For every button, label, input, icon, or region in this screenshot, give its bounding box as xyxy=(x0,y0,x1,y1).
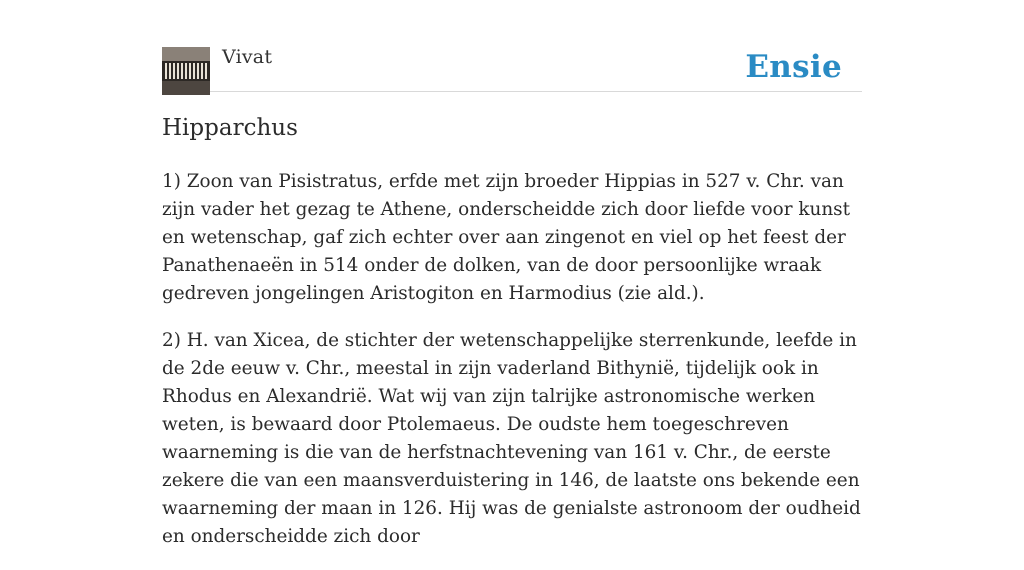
author-name[interactable]: Vivat xyxy=(222,46,273,68)
page-container xyxy=(162,0,862,547)
paragraph-1: 1) Zoon van Pisistratus, erfde met zijn broeder Hippias in 527 v. Chr. van zijn vader het gezag te Athene, onderscheidde zich door liefde voor kunst en wetenschap, gaf zich echter over aan zingenot en viel op het feest der Panathenaeën in 514 onder de dolken, van de door persoonlijke wraak gedreven jongelingen Aristogiton en Harmodius (zie ald.). xyxy=(162,171,851,304)
bookshelf-avatar-icon xyxy=(162,47,210,95)
paragraph-2: 2) H. van Xicea, de stichter der wetenschappelijke sterrenkunde, leefde in de 2de eeuw v. Chr., meestal in zijn vaderland Bithynië, tijdelijk ook in Rhodus en Alexandrië. Wat wij van zijn talrijke astronomische werken weten, is bewaard door Ptolemaeus. De oudste hem toegeschreven waarneming is die van de herfstnachtevening van 161 v. Chr., de eerste zekere die van een maansverduistering in 146, de laatste ons bekende een waarneming der maan in 126. Hij was de genialste astronoom der oudheid en onderscheidde zich door xyxy=(162,330,861,547)
site-logo[interactable]: Ensie xyxy=(745,49,842,85)
article-body xyxy=(162,168,862,570)
page-title: Hipparchus xyxy=(162,115,298,141)
header xyxy=(162,0,862,92)
author-avatar[interactable] xyxy=(162,47,210,95)
